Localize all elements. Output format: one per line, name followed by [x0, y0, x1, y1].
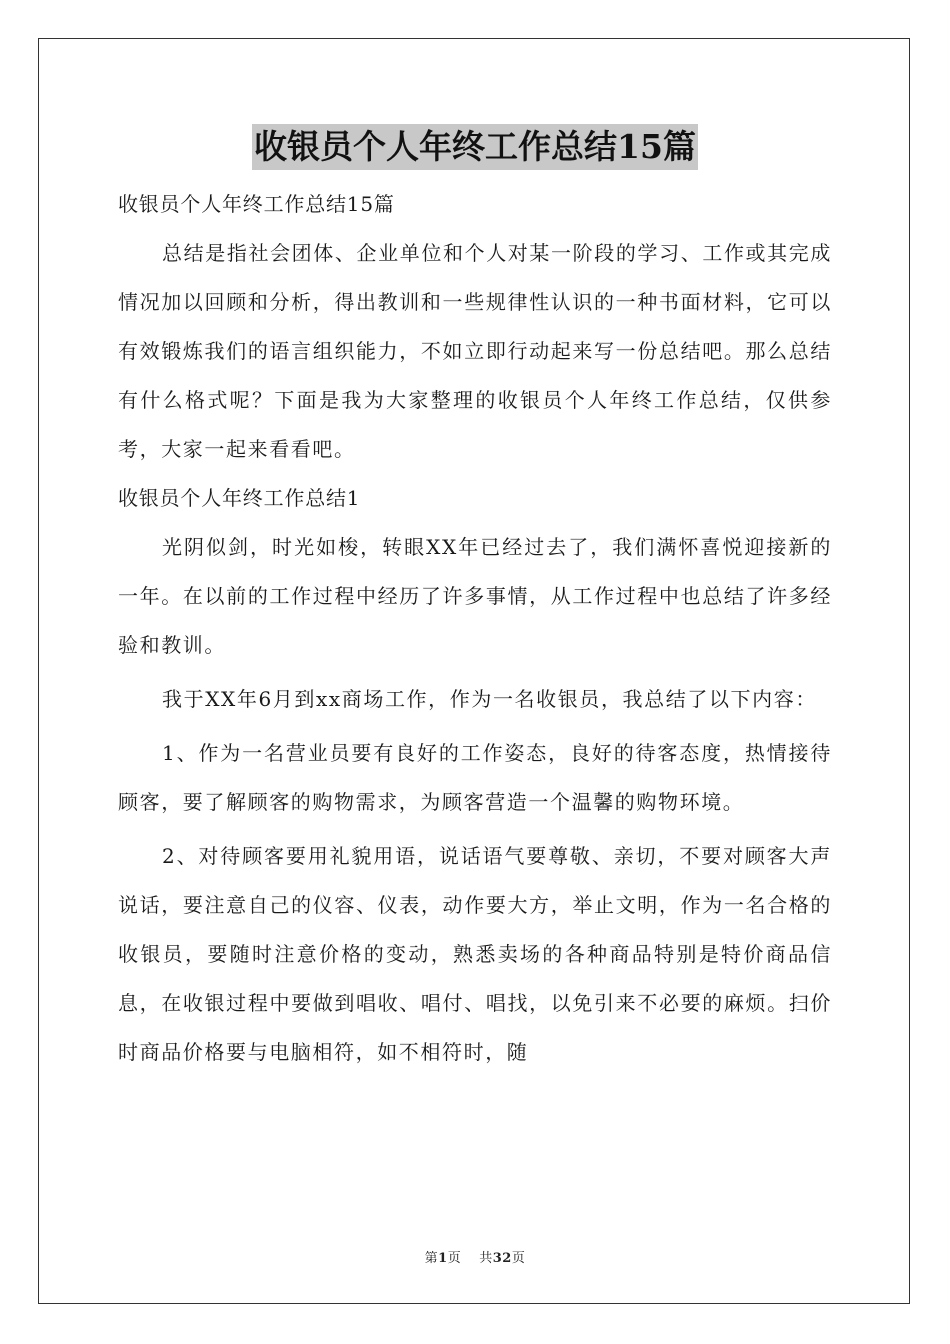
total-suffix: 页	[511, 1251, 526, 1266]
subtitle-line: 收银员个人年终工作总结15篇	[118, 192, 395, 216]
body-paragraph: 光阴似剑，时光如梭，转眼XX年已经过去了，我们满怀喜悦迎接新的一年。在以前的工作过程中经历了许多事情，从工作过程中也总结了许多经验和教训。	[118, 535, 832, 657]
document-title: 收银员个人年终工作总结15篇	[252, 124, 698, 170]
section-heading-1: 收银员个人年终工作总结1	[118, 486, 361, 510]
page-prefix: 第	[424, 1251, 439, 1266]
page-footer	[0, 1247, 950, 1266]
title-container	[0, 124, 950, 170]
body-paragraph: 我于XX年6月到xx商场工作，作为一名收银员，我总结了以下内容：	[162, 687, 817, 711]
page-number: 1	[438, 1251, 448, 1266]
total-prefix: 共	[479, 1251, 493, 1266]
document-body	[118, 180, 832, 1077]
body-paragraph: 2、对待顾客要用礼貌用语，说话语气要尊敬、亲切，不要对顾客大声说话，要注意自己的仪容、仪表，动作要大方，举止文明，作为一名合格的收银员，要随时注意价格的变动，熟悉卖场的各种商品特别是特价商品信息，在收银过程中要做到唱收、唱付、唱找，以免引来不必要的麻烦。扫价时商品价格要与电脑相符，如不相符时，随	[118, 844, 832, 1064]
intro-paragraph: 总结是指社会团体、企业单位和个人对某一阶段的学习、工作或其完成情况加以回顾和分析，得出教训和一些规律性认识的一种书面材料，它可以有效锻炼我们的语言组织能力，不如立即行动起来写一份总结吧。那么总结有什么格式呢？下面是我为大家整理的收银员个人年终工作总结，仅供参考，大家一起来看看吧。	[118, 241, 832, 461]
page-suffix: 页	[447, 1251, 462, 1266]
body-paragraph: 1、作为一名营业员要有良好的工作姿态，良好的待客态度，热情接待顾客，要了解顾客的购物需求，为顾客营造一个温馨的购物环境。	[118, 741, 832, 814]
total-pages: 32	[492, 1251, 512, 1266]
